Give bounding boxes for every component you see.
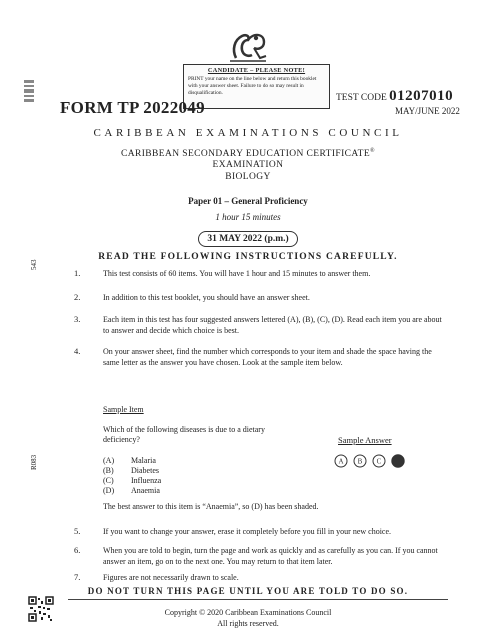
instruction-number: 3. xyxy=(74,314,81,324)
sample-option xyxy=(103,466,159,475)
instruction-number: 5. xyxy=(74,526,81,536)
option-text: Malaria xyxy=(131,456,156,465)
test-code-label: TEST CODE xyxy=(336,93,387,103)
instruction-text: Figures are not necessarily drawn to scale. xyxy=(103,573,239,582)
instruction-text: When you are told to begin, turn the page and work as quickly and as carefully as you can. If you cannot answer an item, go on to the next one. You may return to that item later. xyxy=(103,546,438,566)
instruction-number: 7. xyxy=(74,572,81,582)
bubble-a xyxy=(335,455,347,467)
option-letter: (A) xyxy=(103,456,115,465)
copyright-text: Copyright © 2020 Caribbean Examinations Council xyxy=(164,608,332,617)
instruction-text: Each item in this test has four suggested answers lettered (A), (B), (C), (D). Read each item you are about to answer and decide which choice is best. xyxy=(103,315,442,335)
option-letter: (C) xyxy=(103,476,114,485)
note-text: PRINT your name on the line below and return this booklet with your answer sheet. Failure to do so may result in disqualification. xyxy=(188,76,317,96)
instruction-number: 1. xyxy=(74,268,81,278)
sample-option xyxy=(103,456,156,465)
cxc-crest-icon xyxy=(226,28,270,64)
examination-label: EXAMINATION xyxy=(212,160,284,171)
sample-answer-bubbles xyxy=(334,454,406,468)
candidate-note-box xyxy=(183,64,330,109)
barcode-icon xyxy=(24,80,34,102)
instruction-text: If you want to change your answer, erase it completely before you fill in your new choice. xyxy=(103,527,392,536)
side-code-bottom: R083 xyxy=(30,454,38,470)
instructions-heading: READ THE FOLLOWING INSTRUCTIONS CAREFULLY. xyxy=(98,252,398,262)
certificate-title xyxy=(0,146,496,171)
sample-answer-label: Sample Answer xyxy=(338,435,392,445)
qr-code-icon xyxy=(28,596,54,622)
instruction-text: On your answer sheet, find the number which corresponds to your item and shade the space having the same letter as the answer you have chosen. Look at the sample item below. xyxy=(103,347,432,367)
bubble-letter: B xyxy=(357,457,363,466)
side-code-top: 543 xyxy=(30,259,38,270)
paper-title: Paper 01 – General Proficiency xyxy=(188,196,308,206)
bubble-b xyxy=(354,455,366,467)
form-code: FORM TP 2022049 xyxy=(60,98,205,117)
exam-session: MAY/JUNE 2022 xyxy=(395,106,460,116)
subject-title: BIOLOGY xyxy=(225,172,271,182)
option-text: Diabetes xyxy=(131,466,159,475)
exam-date: 31 MAY 2022 (p.m.) xyxy=(198,231,297,247)
instruction-text: This test consists of 60 items. You will have 1 hour and 15 minutes to answer them. xyxy=(103,269,371,278)
sample-question: Which of the following diseases is due to a dietary deficiency? xyxy=(103,425,265,444)
bubble-letter: C xyxy=(376,457,382,466)
bubble-c xyxy=(373,455,385,467)
best-answer-note: The best answer to this item is “Anaemia”, so (D) has been shaded. xyxy=(103,502,319,511)
test-code xyxy=(336,88,453,105)
instruction-number: 4. xyxy=(74,346,81,356)
option-letter: (D) xyxy=(103,486,115,495)
note-title: CANDIDATE – PLEASE NOTE! xyxy=(207,67,306,74)
bubble-d-shaded xyxy=(392,455,404,467)
instruction-number: 6. xyxy=(74,545,81,555)
exam-duration: 1 hour 15 minutes xyxy=(215,212,281,222)
test-code-number: 01207010 xyxy=(389,88,454,104)
instruction-text: In addition to this test booklet, you should have an answer sheet. xyxy=(103,293,310,302)
option-text: Influenza xyxy=(131,476,162,485)
instruction-number: 2. xyxy=(74,292,81,302)
option-letter: (B) xyxy=(103,466,114,475)
sample-option xyxy=(103,476,161,485)
bubble-letter: A xyxy=(338,457,344,466)
option-text: Anaemia xyxy=(131,486,160,495)
rights-text: All rights reserved. xyxy=(217,619,279,628)
council-name: CARIBBEAN EXAMINATIONS COUNCIL xyxy=(93,127,403,139)
registered-mark: ® xyxy=(370,148,375,154)
sample-item-label: Sample Item xyxy=(103,405,144,414)
exam-date-container xyxy=(0,228,496,247)
certificate-name: CARIBBEAN SECONDARY EDUCATION CERTIFICATE xyxy=(121,149,371,160)
footer-divider xyxy=(68,599,448,600)
sample-option xyxy=(103,486,160,495)
footer-warning: DO NOT TURN THIS PAGE UNTIL YOU ARE TOLD TO DO SO. xyxy=(87,586,409,596)
copyright-notice xyxy=(0,607,496,629)
